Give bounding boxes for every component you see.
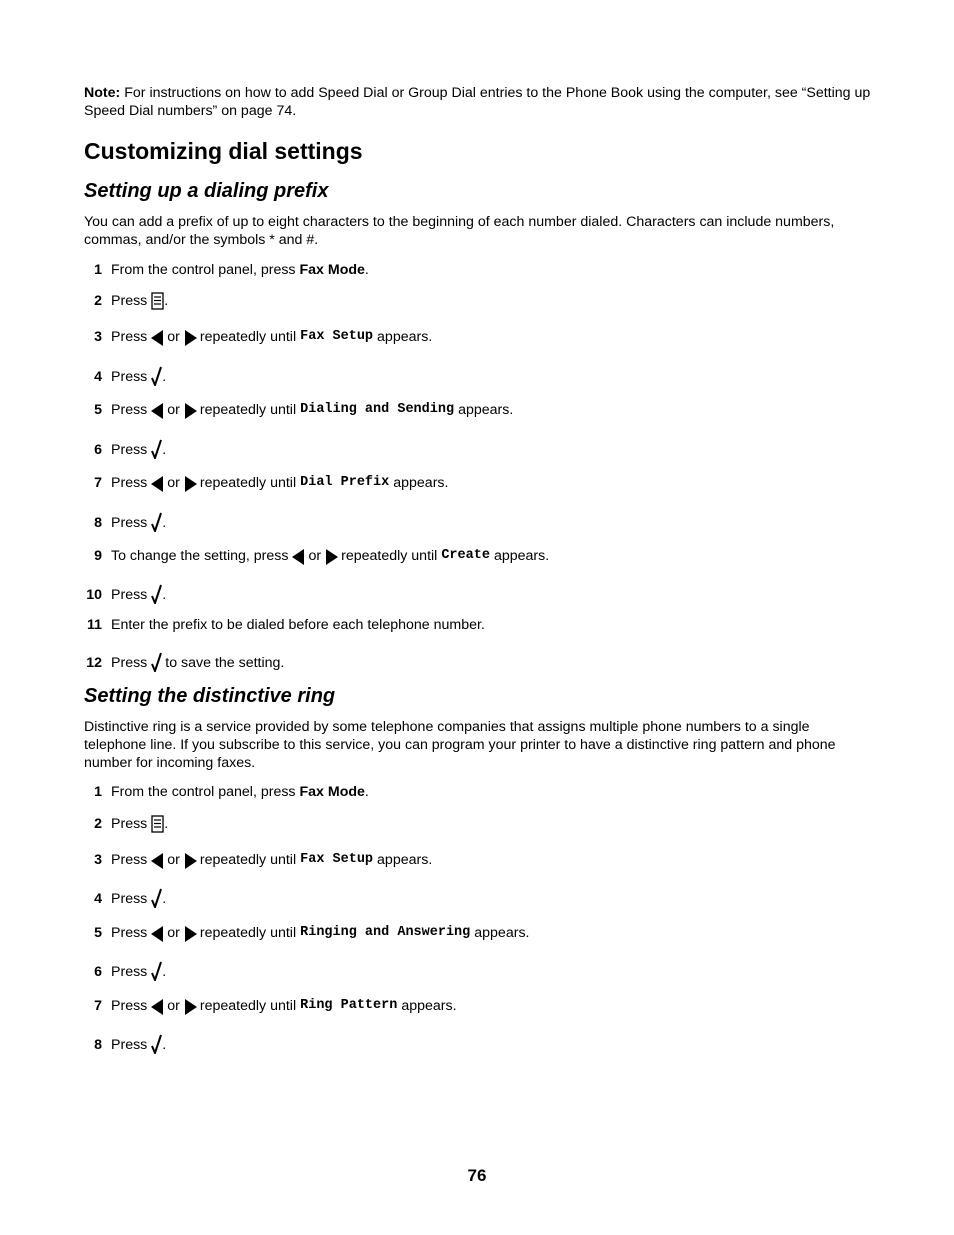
step-text: Press [111,852,148,868]
step-text: appears. [377,329,433,345]
menu-icon [151,292,164,310]
step-text: repeatedly until [341,548,438,564]
list-item [84,366,874,386]
step-text: Press [111,329,148,345]
step-text: appears. [401,998,457,1014]
step-text: Press [111,891,148,907]
menu-dial-prefix: Dial Prefix [300,475,390,490]
list-item [84,474,874,492]
checkmark-icon [151,584,162,604]
step-text: From the control panel, press [111,262,296,278]
step-number: 2 [94,816,102,832]
list-item [84,1034,874,1054]
step-text: Press [111,587,148,603]
step-period: . [364,262,369,278]
fax-mode-label: Fax Mode [299,784,365,800]
menu-create: Create [441,548,490,563]
step-text: repeatedly until [199,329,297,345]
right-arrow-icon [184,853,197,869]
step-text: Press [111,402,148,418]
page-number: 76 [467,1166,487,1185]
step-number: 9 [94,548,102,564]
list-item [84,512,874,532]
step-text: appears. [377,852,433,868]
list-item [84,924,874,942]
step-number: 6 [94,442,102,458]
step-period: . [164,293,169,309]
checkmark-icon [151,888,162,908]
step-text: To change the setting, press [111,548,289,564]
step-text: Press [111,475,148,491]
section-intro-dialing-prefix: You can add a prefix of up to eight characters to the beginning of each number dialed. Characters can include numbers, commas, and/or the symbols * and #. [84,214,835,248]
step-text: Press [111,964,148,980]
step-text: From the control panel, press [111,784,296,800]
section-intro-distinctive-ring: Distinctive ring is a service provided by some telephone companies that assigns multiple phone numbers to a single telephone line. If you subscribe to this service, you can program your printer to have a distinctive ring pattern and phone number for incoming faxes. [84,719,836,771]
step-period: . [162,442,167,458]
step-text: Press [111,925,148,941]
step-number: 7 [94,998,102,1014]
step-text: Press [111,998,148,1014]
list-item [84,584,874,604]
right-arrow-icon [184,476,197,492]
step-period: . [364,784,369,800]
list-item [84,888,874,908]
step-text: repeatedly until [199,475,297,491]
step-period: . [162,515,167,531]
list-item [84,292,874,310]
step-period: . [162,891,167,907]
checkmark-icon [151,652,162,672]
step-text: Press [111,293,148,309]
step-number: 11 [87,617,102,633]
right-arrow-icon [184,403,197,419]
step-text: Press [111,655,148,671]
step-number: 8 [94,515,102,531]
step-text: repeatedly until [199,998,297,1014]
step-period: . [162,587,167,603]
step-text: appears. [474,925,530,941]
step-text: Press [111,816,148,832]
step-number: 4 [94,891,102,907]
right-arrow-icon [325,549,338,565]
step-text: Enter the prefix to be dialed before each telephone number. [111,617,485,633]
menu-fax-setup: Fax Setup [300,329,374,344]
step-number: 5 [94,925,102,941]
page-title: Customizing dial settings [84,138,363,164]
right-arrow-icon [184,330,197,346]
step-period: . [164,816,169,832]
list-item [84,401,874,419]
list-item [84,851,874,869]
left-arrow-icon [151,476,164,492]
list-item [84,997,874,1015]
step-period: . [162,369,167,385]
menu-ring-pattern: Ring Pattern [300,998,398,1013]
step-text: repeatedly until [199,852,297,868]
step-number: 5 [94,402,102,418]
checkmark-icon [151,512,162,532]
step-period: . [162,1037,167,1053]
step-number: 3 [94,852,102,868]
note-label: Note: [84,85,121,101]
checkmark-icon [151,439,162,459]
left-arrow-icon [151,330,164,346]
step-text: Press [111,369,148,385]
step-text: Press [111,515,148,531]
list-item [84,652,874,672]
step-number: 3 [94,329,102,345]
step-number: 2 [94,293,102,309]
menu-fax-setup: Fax Setup [300,852,374,867]
step-text: appears. [493,548,550,564]
left-arrow-icon [151,403,164,419]
step-text: appears. [393,475,449,491]
step-number: 1 [94,784,102,800]
step-text: or [167,475,180,491]
step-number: 4 [94,369,102,385]
step-number: 7 [94,475,102,491]
checkmark-icon [151,1034,162,1054]
list-item [84,815,874,833]
note [84,84,874,120]
note-text: For instructions on how to add Speed Dial or Group Dial entries to the Phone Book using the computer, see “Setting up Speed Dial numbers” on page 74. [84,85,871,119]
step-text: to save the setting. [165,655,285,671]
step-text: Press [111,442,148,458]
step-number: 1 [94,262,102,278]
step-text: appears. [458,402,514,418]
step-text: or [167,402,180,418]
list-item [84,783,874,801]
step-text: or [167,998,180,1014]
left-arrow-icon [151,853,164,869]
checkmark-icon [151,366,162,386]
left-arrow-icon [292,549,305,565]
step-text: or [167,852,180,868]
menu-icon [151,815,164,833]
list-item [84,547,874,565]
menu-dialing-and-sending: Dialing and Sending [300,402,455,417]
list-item [84,328,874,346]
checkmark-icon [151,961,162,981]
fax-mode-label: Fax Mode [299,262,365,278]
step-text: or [167,329,180,345]
note-paragraph [84,84,874,120]
list-item [84,616,874,634]
step-number: 6 [94,964,102,980]
step-number: 8 [94,1037,102,1053]
list-item [84,261,874,279]
list-item [84,961,874,981]
step-text: or [308,548,322,564]
list-item [84,439,874,459]
step-text: repeatedly until [199,402,297,418]
step-number: 12 [86,655,102,671]
right-arrow-icon [184,999,197,1015]
step-text: Press [111,1037,148,1053]
section-heading-dialing-prefix: Setting up a dialing prefix [84,180,329,202]
left-arrow-icon [151,999,164,1015]
menu-ringing-and-answering: Ringing and Answering [300,925,471,940]
right-arrow-icon [184,926,197,942]
left-arrow-icon [151,926,164,942]
step-text: repeatedly until [199,925,297,941]
step-period: . [162,964,167,980]
step-text: or [167,925,180,941]
step-number: 10 [86,587,102,603]
section-heading-distinctive-ring: Setting the distinctive ring [84,685,336,707]
